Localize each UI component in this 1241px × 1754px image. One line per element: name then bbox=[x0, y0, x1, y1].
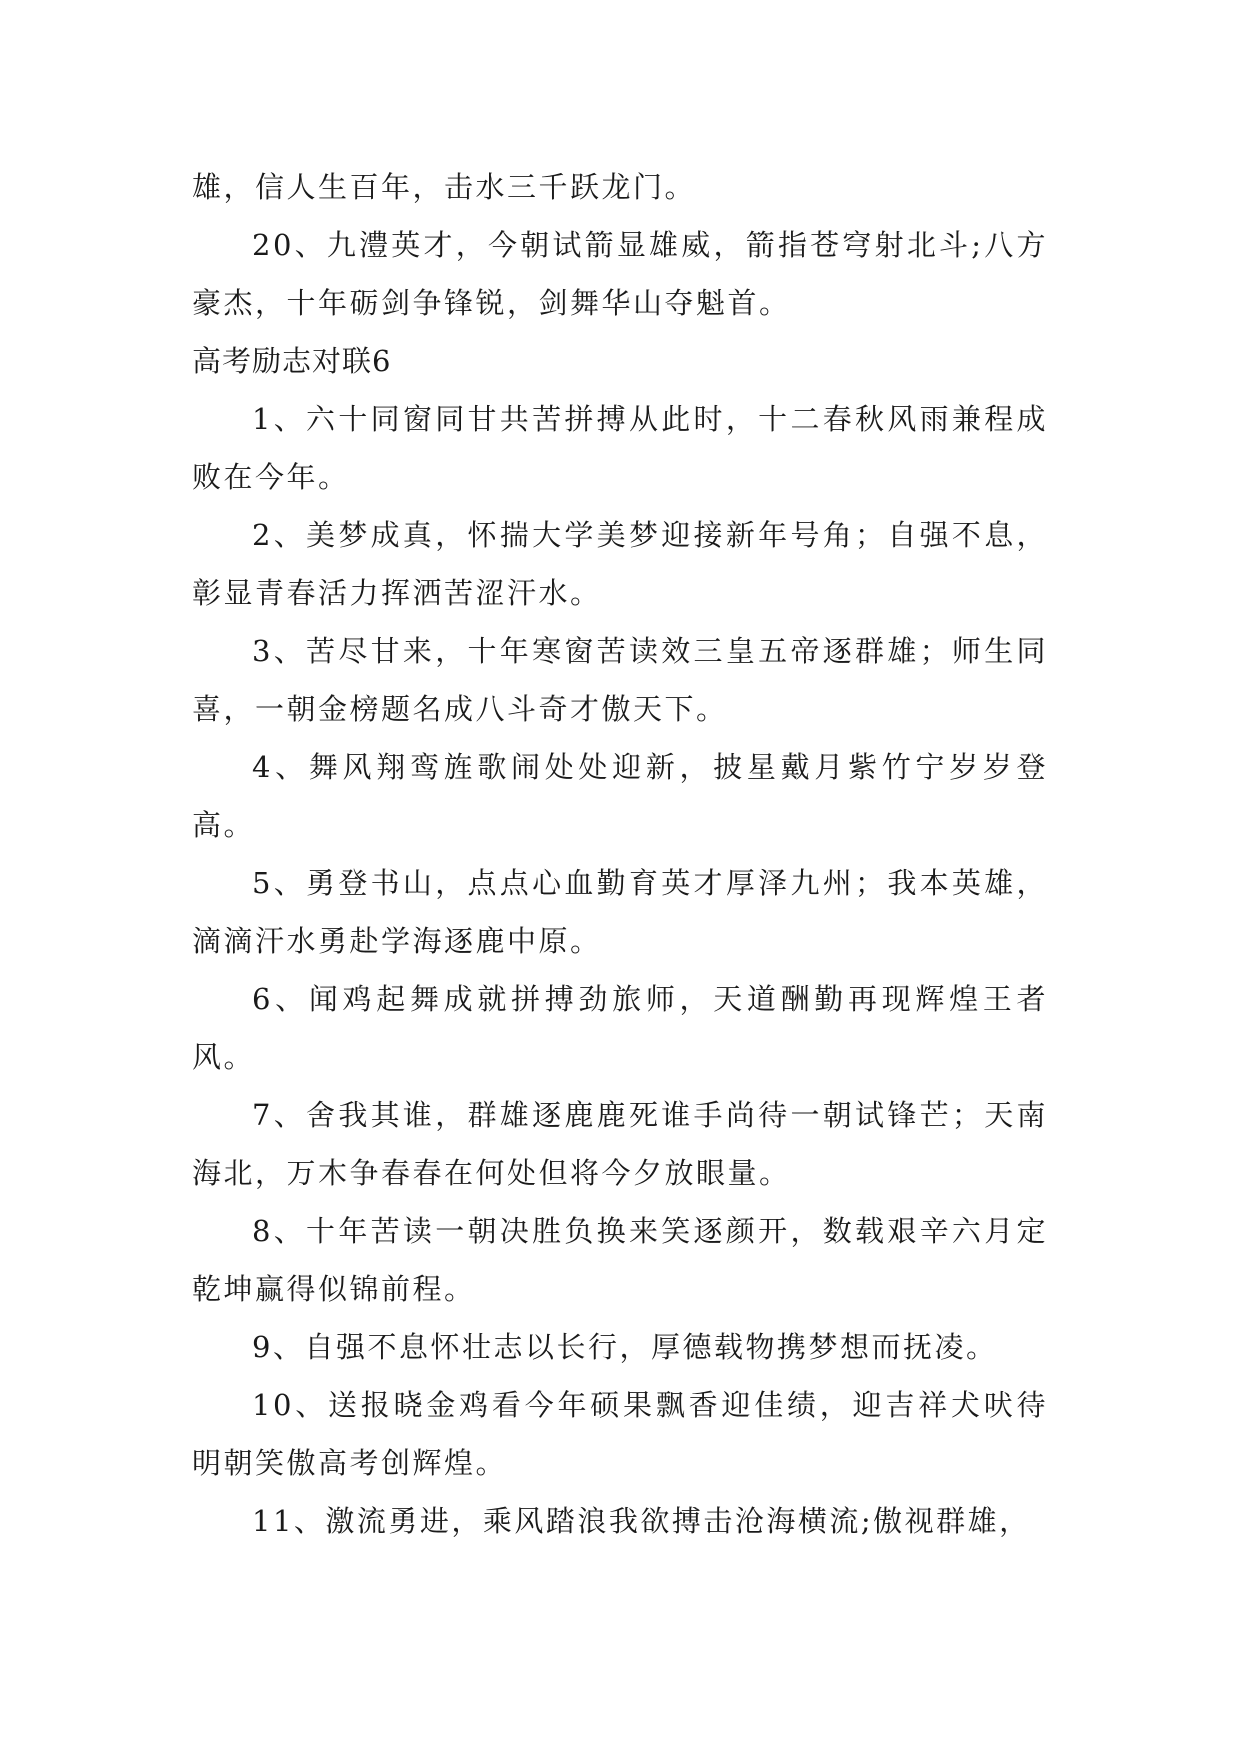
couplet-11: 11、激流勇进，乘风踏浪我欲搏击沧海横流;傲视群雄， bbox=[252, 1504, 1031, 1538]
couplet-10: 10、送报晓金鸡看今年硕果飘香迎佳绩，迎吉祥犬吠待明朝笑傲高考创辉煌。 bbox=[192, 1388, 1048, 1480]
couplet-6: 6、闻鸡起舞成就拼搏劲旅师，天道酬勤再现辉煌王者风。 bbox=[192, 982, 1048, 1074]
couplet-20: 20、九澧英才，今朝试箭显雄威，箭指苍穹射北斗;八方豪杰，十年砺剑争锋锐，剑舞华山夺魁首。 bbox=[192, 228, 1048, 320]
continued-paragraph: 雄，信人生百年，击水三千跃龙门。 bbox=[192, 170, 697, 204]
couplet-4: 4、舞风翔鸾旌歌闹处处迎新，披星戴月紫竹宁岁岁登高。 bbox=[192, 750, 1048, 842]
couplet-3: 3、苦尽甘来，十年寒窗苦读效三皇五帝逐群雄；师生同喜，一朝金榜题名成八斗奇才傲天下。 bbox=[192, 634, 1048, 726]
couplet-2: 2、美梦成真，怀揣大学美梦迎接新年号角；自强不息，彰显青春活力挥洒苦涩汗水。 bbox=[192, 518, 1048, 610]
couplet-8: 8、十年苦读一朝决胜负换来笑逐颜开，数载艰辛六月定乾坤赢得似锦前程。 bbox=[192, 1214, 1048, 1306]
couplet-5: 5、勇登书山，点点心血勤育英才厚泽九州；我本英雄，滴滴汗水勇赴学海逐鹿中原。 bbox=[192, 866, 1048, 958]
couplet-9: 9、自强不息怀壮志以长行，厚德载物携梦想而抚凌。 bbox=[252, 1330, 998, 1364]
couplet-1: 1、六十同窗同甘共苦拼搏从此时，十二春秋风雨兼程成败在今年。 bbox=[192, 402, 1048, 494]
section-heading: 高考励志对联6 bbox=[192, 344, 392, 378]
couplet-7: 7、舍我其谁，群雄逐鹿鹿死谁手尚待一朝试锋芒；天南海北，万木争春春在何处但将今夕放眼量。 bbox=[192, 1098, 1048, 1190]
document-page bbox=[192, 158, 1048, 1550]
